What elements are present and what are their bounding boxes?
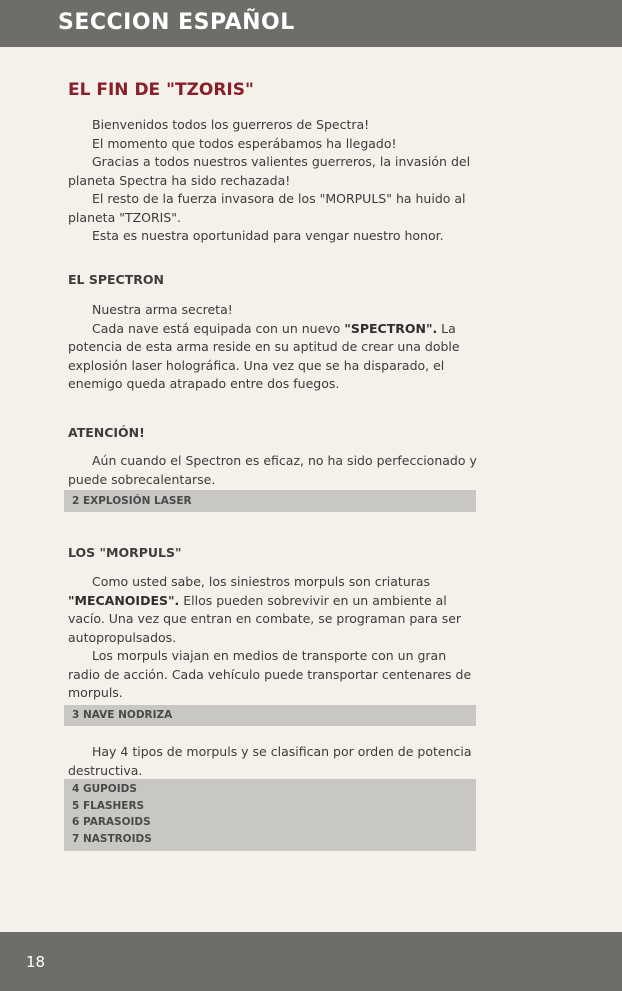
intro-paragraph: Gracias a todos nuestros valientes guerreros, la invasión del planeta Spectra ha sido rechazada! [68,154,471,188]
attention-paragraph: Aún cuando el Spectron es eficaz, no ha sido perfeccionado y puede sobrecalentarse. [68,453,477,487]
morpuls-paragraph [68,573,480,647]
morpuls-paragraph: Los morpuls viajan en medios de transporte con un gran radio de acción. Cada vehículo puede transportar centenares de morpuls. [68,648,472,700]
section-title: SECCION ESPAÑOL [58,10,295,35]
morpul-type-item: 4 GUPOIDS [72,783,137,795]
morpul-type-item: 5 FLASHERS [72,799,145,812]
mecanoides-term: "MECANOIDES". [68,592,180,608]
spectron-text-part: Cada nave está equipada con un nuevo [92,320,345,336]
footer-bar [0,932,622,991]
morpuls-types-paragraph: Hay 4 tipos de morpuls y se clasifican por orden de potencia destructiva. [68,744,472,778]
morpuls-text-part: Como usted sabe, los siniestros morpuls son criaturas [92,574,431,589]
morpuls-text-part: Ellos pueden sobrevivir en un ambiente al vacío. Una vez que entran en combate, se programan para ser autopropulsados. [68,592,462,645]
spectron-heading: EL SPECTRON [68,272,164,287]
attention-text [68,452,480,489]
morpul-type-item: 7 NASTROIDS [72,832,152,845]
page-number: 18 [26,953,46,971]
spectron-text-part: La potencia de esta arma reside en su aptitud de crear una doble explosión laser holográfica. Una vez que se ha disparado, el enemigo queda atrapado entre dos fuegos. [68,320,460,391]
intro-paragraph: El resto de la fuerza invasora de los "MORPULS" ha huido al planeta "TZORIS". [68,191,466,225]
intro-text [68,116,480,246]
spectron-name: "SPECTRON". [344,320,438,336]
intro-paragraph: El momento que todos esperábamos ha llegado! [92,135,397,151]
morpuls-heading: LOS "MORPULS" [68,545,182,560]
laser-explosion-label: 2 EXPLOSIÓN LASER [72,495,192,507]
mothership-box [64,705,476,726]
morpuls-types-intro [68,743,480,780]
page-title: EL FIN DE "TZORIS" [68,80,254,100]
morpul-type-item: 6 PARASOIDS [72,816,151,828]
laser-explosion-box [64,490,476,512]
attention-heading: ATENCIÓN! [68,425,145,440]
spectron-paragraph [68,320,480,394]
mothership-label: 3 NAVE NODRIZA [72,709,173,721]
intro-paragraph: Esta es nuestra oportunidad para vengar nuestro honor. [92,228,444,243]
morpuls-text [68,573,480,703]
morpuls-types-box [64,779,476,851]
spectron-text [68,301,480,394]
intro-paragraph: Bienvenidos todos los guerreros de Spectra! [92,117,370,132]
spectron-paragraph: Nuestra arma secreta! [92,302,233,317]
